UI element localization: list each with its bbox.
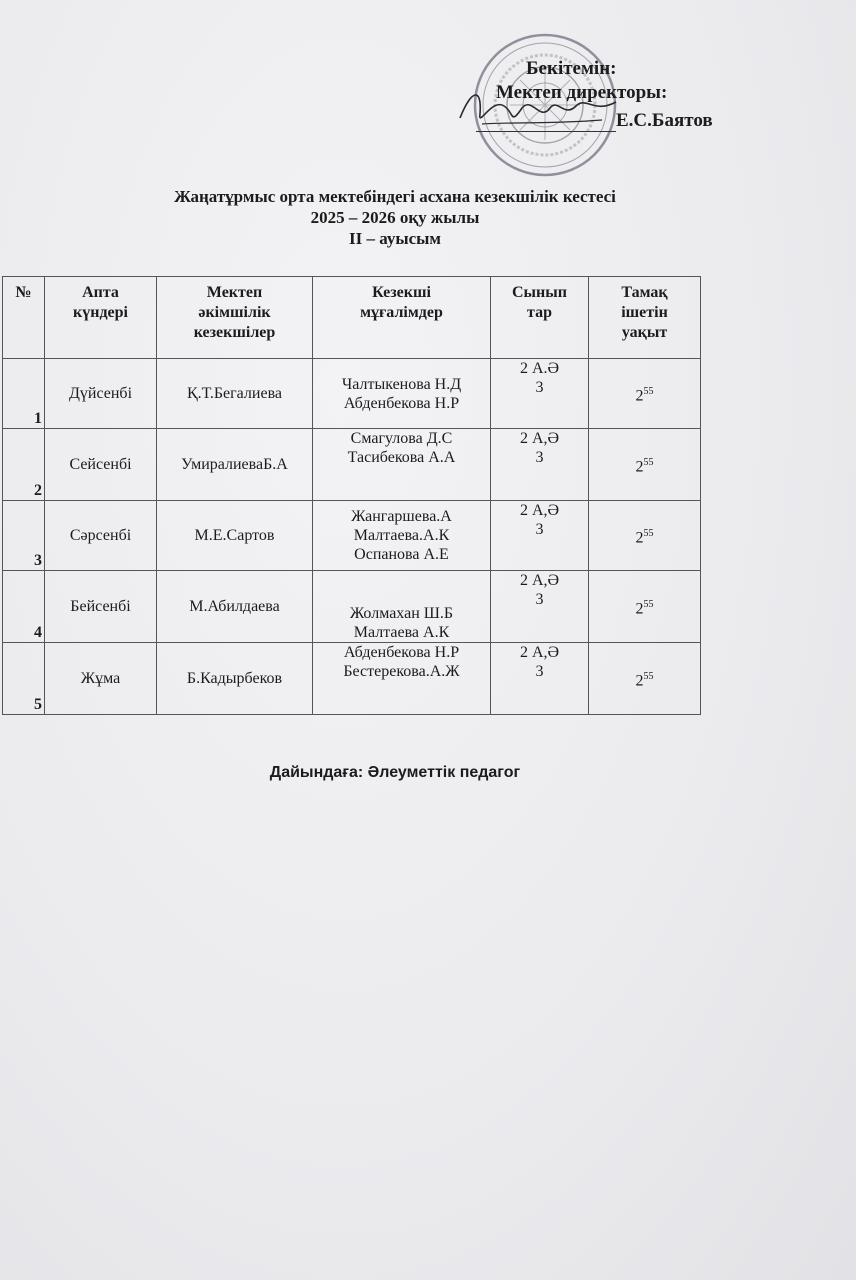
row-number: 4 — [3, 571, 45, 643]
header-teachers: Кезекші мұғалімдер — [313, 277, 491, 359]
row-day: Бейсенбі — [45, 571, 157, 643]
row-admin: М.Абилдаева — [157, 571, 313, 643]
row-classes: 2 А,Ә 3 — [491, 643, 589, 715]
row-time: $2^{55}$ — [589, 643, 701, 715]
table-row — [3, 571, 701, 643]
row-classes: 2 А,Ә 3 — [491, 429, 589, 501]
header-time: Тамақ ішетін уақыт — [589, 277, 701, 359]
row-number: 2 — [3, 429, 45, 501]
row-admin: М.Е.Сартов — [157, 501, 313, 571]
table-row — [3, 429, 701, 501]
row-day: Сәрсенбі — [45, 501, 157, 571]
approval-position: Мектеп директоры: — [496, 82, 668, 103]
row-time: $2^{55}$ — [589, 571, 701, 643]
document-title — [0, 186, 790, 249]
row-time: $2^{55}$ — [589, 501, 701, 571]
row-number: 5 — [3, 643, 45, 715]
approval-director-name: Е.С.Баятов — [616, 110, 713, 131]
row-day: Жұма — [45, 643, 157, 715]
title-line-1: Жаңатұрмыс орта мектебіндегі асхана кезекшілік кестесі — [174, 187, 616, 206]
row-admin: УмиралиеваБ.А — [157, 429, 313, 501]
row-teachers: Смагулова Д.С Тасибекова А.А — [313, 429, 491, 501]
header-admin: Мектеп әкімшілік кезекшілер — [157, 277, 313, 359]
approval-block — [440, 30, 740, 180]
title-line-3: ІІ – ауысым — [348, 229, 442, 248]
row-teachers: Жангаршева.А Малтаева.А.К Оспанова А.Е — [313, 501, 491, 571]
signature-line — [476, 131, 616, 132]
table-row — [3, 501, 701, 571]
row-number: 1 — [3, 359, 45, 429]
header-num: № — [3, 277, 45, 359]
row-classes: 2 А.Ә 3 — [491, 359, 589, 429]
row-teachers: Чалтыкенова Н.Д Абденбекова Н.Р — [313, 359, 491, 429]
table-row — [3, 643, 701, 715]
approval-label: Бекітемін: — [526, 58, 617, 79]
row-time: $2^{55}$ — [589, 359, 701, 429]
row-classes: 2 А,Ә 3 — [491, 571, 589, 643]
row-time: $2^{55}$ — [589, 429, 701, 501]
table-header-row — [3, 277, 701, 359]
table-row — [3, 359, 701, 429]
prepared-by-note: Дайындаға: Әлеуметтік педагог — [269, 764, 521, 781]
row-admin: Қ.Т.Бегалиева — [157, 359, 313, 429]
row-day: Дүйсенбі — [45, 359, 157, 429]
row-admin: Б.Кадырбеков — [157, 643, 313, 715]
row-day: Сейсенбі — [45, 429, 157, 501]
row-classes: 2 А,Ә 3 — [491, 501, 589, 571]
row-number: 3 — [3, 501, 45, 571]
title-line-2: 2025 – 2026 оқу жылы — [310, 208, 480, 227]
row-teachers: Жолмахан Ш.Б Малтаева А.К — [313, 571, 491, 643]
header-classes: Сынып тар — [491, 277, 589, 359]
row-teachers: Абденбекова Н.Р Бестерекова.А.Ж — [313, 643, 491, 715]
duty-schedule-table — [2, 276, 701, 715]
header-day: Апта күндері — [45, 277, 157, 359]
